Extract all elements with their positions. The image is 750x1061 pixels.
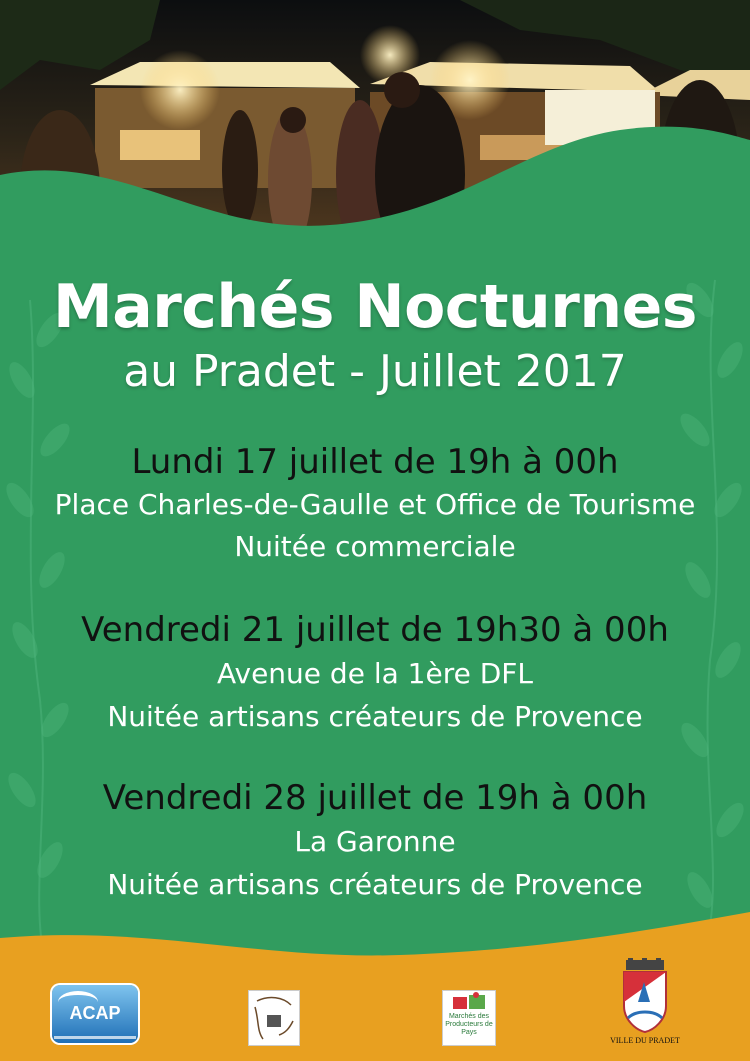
poster-title: Marchés Nocturnes xyxy=(53,272,697,342)
market-stall-icon xyxy=(443,991,495,1013)
ville-du-pradet-text: VILLE DU PRADET xyxy=(610,1036,680,1045)
event-2-place: Avenue de la 1ère DFL xyxy=(217,657,533,690)
ville-du-pradet-logo xyxy=(606,958,684,1048)
event-2-date: Vendredi 21 juillet de 19h30 à 00h xyxy=(81,610,669,650)
marches-logo-text: Marchés des Producteurs de Pays xyxy=(445,1013,493,1036)
artisans-createurs-emblem-icon xyxy=(249,991,299,1045)
event-1-date: Lundi 17 juillet de 19h à 00h xyxy=(131,442,619,482)
artisans-createurs-logo xyxy=(248,990,300,1046)
event-1-place: Place Charles-de-Gaulle et Office de Tourisme xyxy=(54,488,696,521)
event-3-theme: Nuitée artisans créateurs de Provence xyxy=(107,868,643,901)
poster-subtitle: au Pradet - Juillet 2017 xyxy=(123,346,627,397)
marches-producteurs-logo xyxy=(442,990,496,1046)
event-3-date: Vendredi 28 juillet de 19h à 00h xyxy=(102,778,648,818)
acap-logo xyxy=(52,985,138,1043)
acap-logo-text: ACAP xyxy=(69,1003,121,1023)
ville-du-pradet-crest-icon xyxy=(606,958,684,1034)
acap-subline xyxy=(54,1036,136,1039)
event-2-theme: Nuitée artisans créateurs de Provence xyxy=(107,700,643,733)
event-1-theme: Nuitée commerciale xyxy=(234,530,516,563)
event-3-place: La Garonne xyxy=(294,825,456,858)
